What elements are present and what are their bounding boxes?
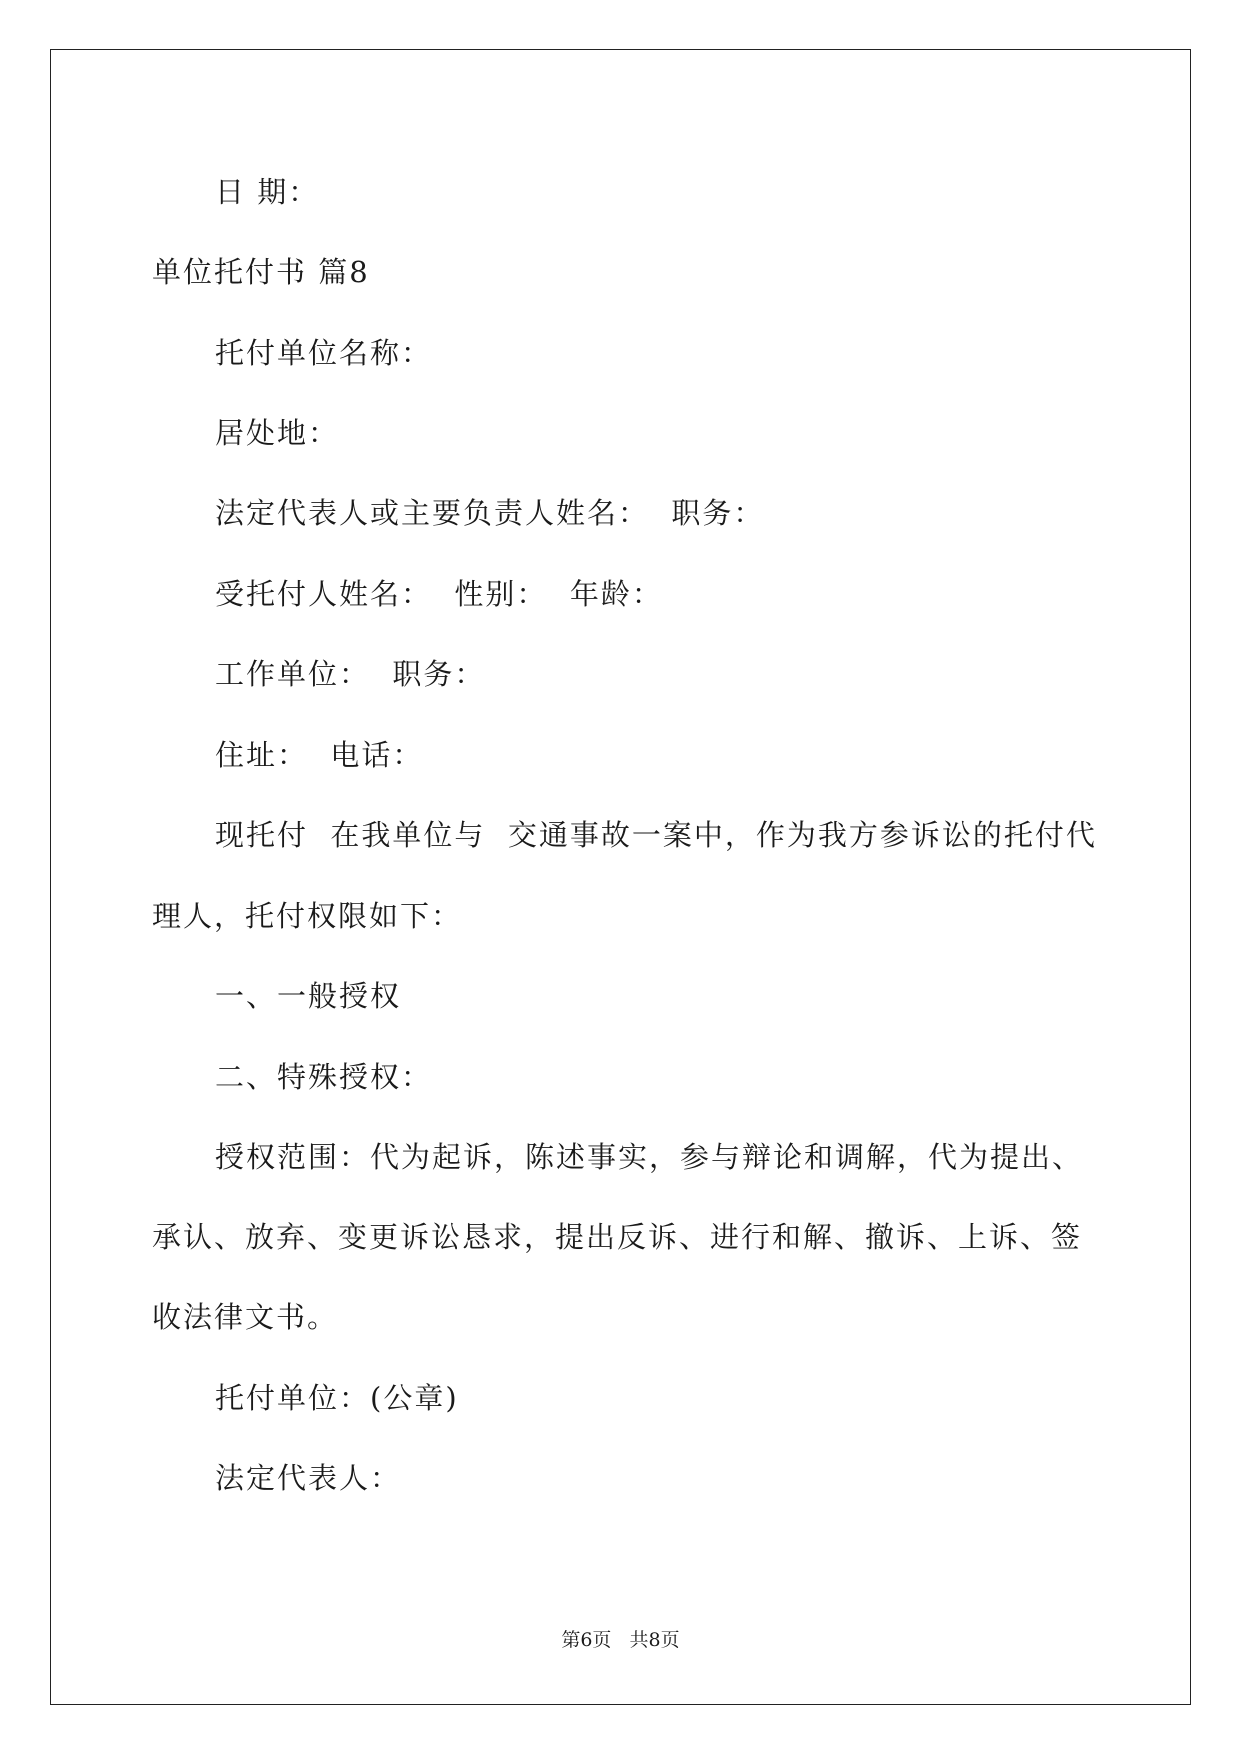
field-agent: 受托付人姓名： 性别： 年龄： xyxy=(215,577,663,611)
scope-line-2: 承认、放弃、变更诉讼恳求，提出反诉、进行和解、撤诉、上诉、签 xyxy=(152,1220,1083,1254)
page-border xyxy=(50,49,1191,1705)
field-residence-phone: 住址： 电话： xyxy=(215,738,424,772)
signature-legal-rep: 法定代表人： xyxy=(215,1461,402,1495)
scope-line-1: 授权范围：代为起诉，陈述事实，参与辩论和调解，代为提出、 xyxy=(215,1140,1084,1174)
signature-principal: 托付单位：(公章) xyxy=(215,1381,459,1415)
scope-line-3: 收法律文书。 xyxy=(152,1300,339,1334)
item-general-authorization: 一、一般授权 xyxy=(215,979,402,1013)
item-special-authorization: 二、特殊授权： xyxy=(215,1060,433,1094)
paragraph-1-line-2: 理人，托付权限如下： xyxy=(152,899,463,933)
field-legal-rep: 法定代表人或主要负责人姓名： 职务： xyxy=(215,496,765,530)
date-label: 日 期： xyxy=(215,175,320,209)
field-principal-name: 托付单位名称： xyxy=(215,336,433,370)
field-address: 居处地： xyxy=(215,416,340,450)
section-title: 单位托付书 篇8 xyxy=(152,255,370,289)
page-footer: 第6页 共8页 xyxy=(561,1629,680,1651)
field-work-unit: 工作单位： 职务： xyxy=(215,657,486,691)
paragraph-1-line-1: 现托付 在我单位与 交通事故一案中，作为我方参诉讼的托付代 xyxy=(215,818,1097,852)
